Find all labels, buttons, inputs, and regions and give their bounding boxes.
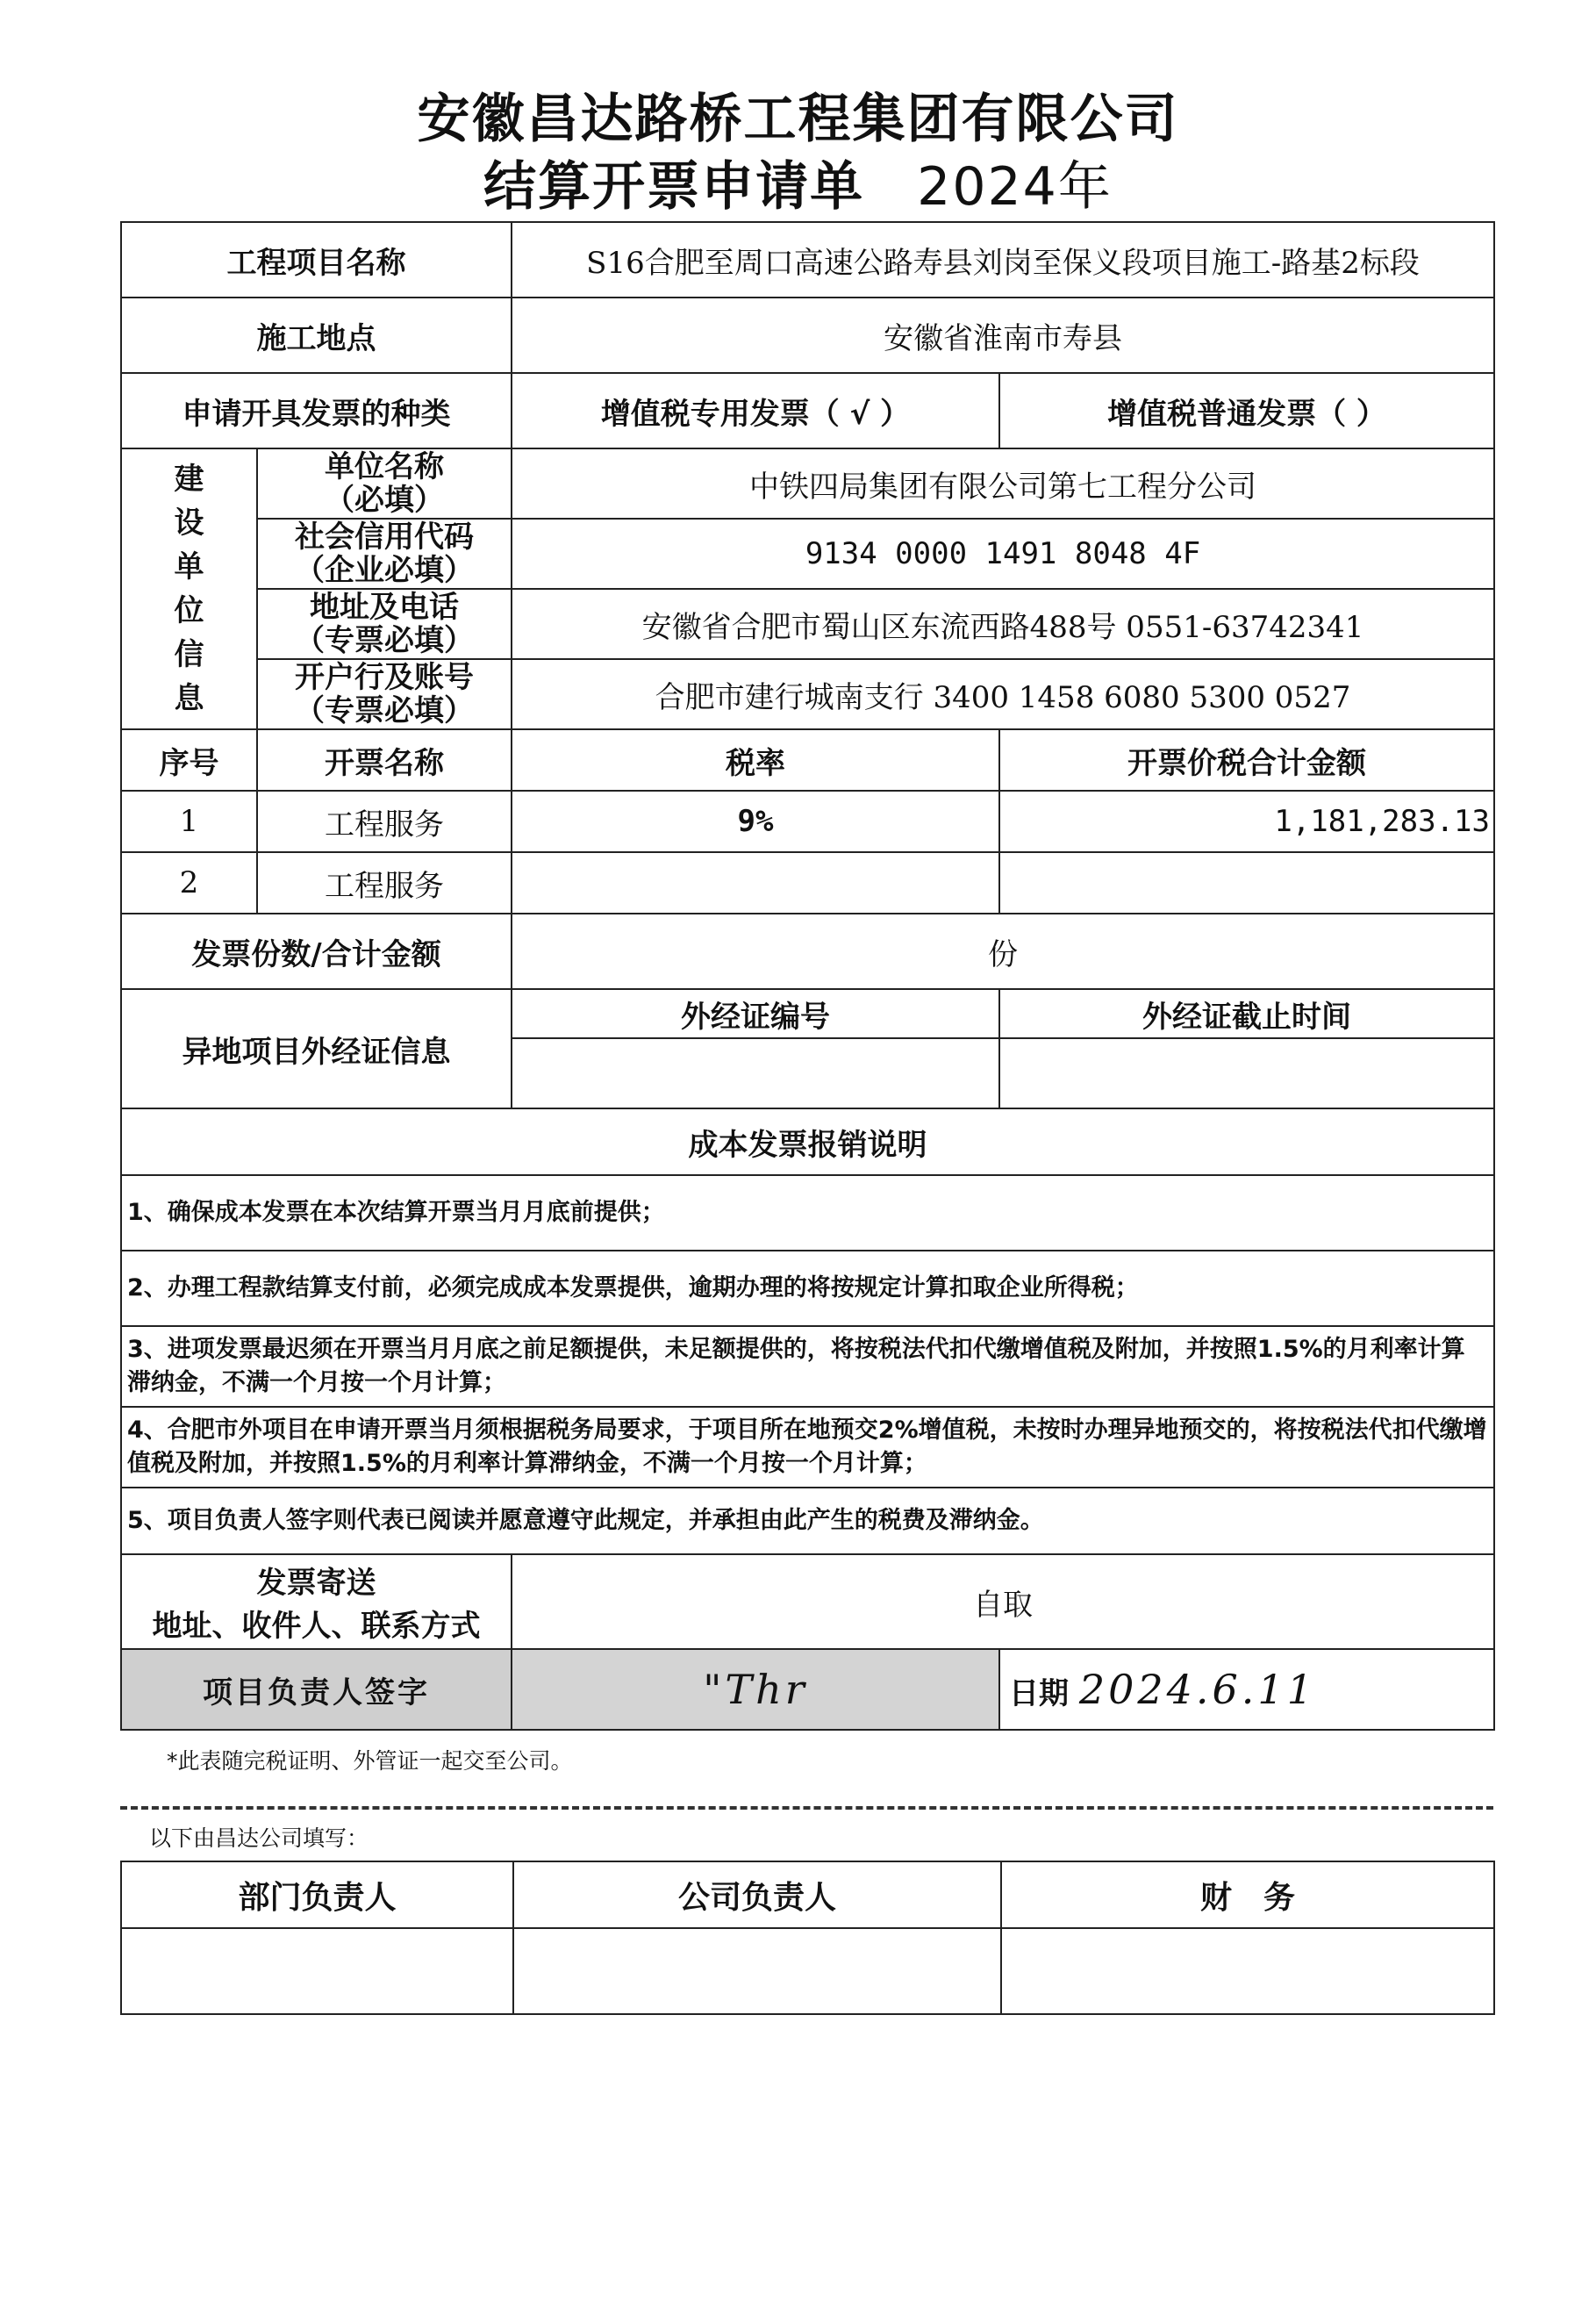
company-name: 安徽昌达路桥工程集团有限公司 xyxy=(417,89,1179,150)
finance-sign-cell xyxy=(1001,1928,1494,2014)
company-fill-label: 以下由昌达公司填写： xyxy=(149,1825,369,1851)
company-head-header: 公司负责人 xyxy=(513,1861,1001,1928)
item-no: 1 xyxy=(121,791,257,852)
items-header-amount: 开票价税合计金额 xyxy=(999,729,1494,791)
item-rate: 9% xyxy=(512,791,999,852)
note-item: 4、合肥市外项目在申请开票当月须根据税务局要求，于项目所在地预交2%增值税，未按时办理异地预交的，将按税法代扣代缴增值税及附加，并按照1.5%的月利率计算滞纳金，不满一个月按一个月计算； xyxy=(121,1407,1494,1488)
ordinary-invoice-option: 增值税普通发票（ ） xyxy=(999,373,1494,448)
outside-cert-label: 异地项目外经证信息 xyxy=(121,989,512,1108)
handwritten-signature: "Thr xyxy=(703,1666,808,1713)
item-no: 2 xyxy=(121,852,257,914)
item-name: 工程服务 xyxy=(257,791,512,852)
notes-title: 成本发票报销说明 xyxy=(121,1108,1494,1175)
totals-unit: 份 xyxy=(512,914,1494,989)
builder-side-char: 息 xyxy=(174,681,204,716)
finance-header: 财 务 xyxy=(1001,1861,1494,1928)
note-item: 3、进项发票最迟须在开票当月月底之前足额提供，未足额提供的，将按税法代扣代缴增值税及附加，并按照1.5%的月利率计算滞纳金，不满一个月按一个月计算； xyxy=(121,1326,1494,1407)
project-name-value: S16合肥至周口高速公路寿县刘岗至保义段项目施工-路基2标段 xyxy=(512,222,1494,298)
table-row xyxy=(121,791,1494,852)
special-invoice-option: 增值税专用发票（ √ ） xyxy=(512,373,999,448)
builder-name-value: 中铁四局集团有限公司第七工程分公司 xyxy=(512,448,1494,519)
builder-side-char: 设 xyxy=(174,506,204,541)
table-row xyxy=(121,852,1494,914)
address-phone-value: 安徽省合肥市蜀山区东流西路488号 0551-63742341 xyxy=(512,589,1494,659)
item-rate xyxy=(512,852,999,914)
bank-account-label: 开户行及账号 （专票必填） xyxy=(257,659,512,729)
footnote: *此表随完税证明、外管证一起交至公司。 xyxy=(167,1748,573,1774)
builder-side-char: 建 xyxy=(174,462,204,497)
delivery-value: 自取 xyxy=(512,1554,1494,1649)
cut-line xyxy=(120,1806,1493,1810)
builder-side-char: 位 xyxy=(174,593,204,628)
company-head-sign-cell xyxy=(513,1928,1001,2014)
credit-code-value: 9134 0000 1491 8048 4F xyxy=(512,519,1494,589)
site-value: 安徽省淮南市寿县 xyxy=(512,298,1494,373)
form-year: 2024年 xyxy=(917,156,1113,218)
note-item: 2、办理工程款结算支付前，必须完成成本发票提供，逾期办理的将按规定计算扣取企业所得税； xyxy=(121,1251,1494,1326)
outside-cert-number-value xyxy=(512,1038,999,1108)
signature-label: 项目负责人签字 xyxy=(121,1649,512,1730)
totals-label: 发票份数/合计金额 xyxy=(121,914,512,989)
bank-account-value: 合肥市建行城南支行 3400 1458 6080 5300 0527 xyxy=(512,659,1494,729)
builder-name-label: 单位名称 （必填） xyxy=(257,448,512,519)
handwritten-date: 2024.6.11 xyxy=(1078,1666,1316,1713)
site-label: 施工地点 xyxy=(121,298,512,373)
address-phone-label: 地址及电话 （专票必填） xyxy=(257,589,512,659)
item-name: 工程服务 xyxy=(257,852,512,914)
project-name-label: 工程项目名称 xyxy=(121,222,512,298)
builder-side-char: 单 xyxy=(174,549,204,584)
form-title-text: 结算开票申请单 xyxy=(483,156,865,218)
builder-side-char: 信 xyxy=(174,637,204,672)
builder-info-side-label xyxy=(121,448,257,729)
items-header-name: 开票名称 xyxy=(257,729,512,791)
application-form xyxy=(120,221,1495,1731)
credit-code-label: 社会信用代码 （企业必填） xyxy=(257,519,512,589)
outside-cert-deadline-header: 外经证截止时间 xyxy=(999,989,1494,1038)
note-item: 1、确保成本发票在本次结算开票当月月底前提供； xyxy=(121,1175,1494,1251)
company-approval-table xyxy=(120,1861,1495,2015)
form-title xyxy=(0,145,1596,220)
items-header-rate: 税率 xyxy=(512,729,999,791)
invoice-type-label: 申请开具发票的种类 xyxy=(121,373,512,448)
delivery-label: 发票寄送 地址、收件人、联系方式 xyxy=(121,1554,512,1649)
dept-head-sign-cell xyxy=(121,1928,513,2014)
date-cell xyxy=(999,1649,1494,1730)
date-label: 日期 xyxy=(1009,1676,1069,1711)
item-amount xyxy=(999,852,1494,914)
items-header-no: 序号 xyxy=(121,729,257,791)
outside-cert-deadline-value xyxy=(999,1038,1494,1108)
dept-head-header: 部门负责人 xyxy=(121,1861,513,1928)
signature-box xyxy=(512,1649,999,1730)
item-amount: 1,181,283.13 xyxy=(999,791,1494,852)
note-item: 5、项目负责人签字则代表已阅读并愿意遵守此规定，并承担由此产生的税费及滞纳金。 xyxy=(121,1488,1494,1554)
outside-cert-number-header: 外经证编号 xyxy=(512,989,999,1038)
